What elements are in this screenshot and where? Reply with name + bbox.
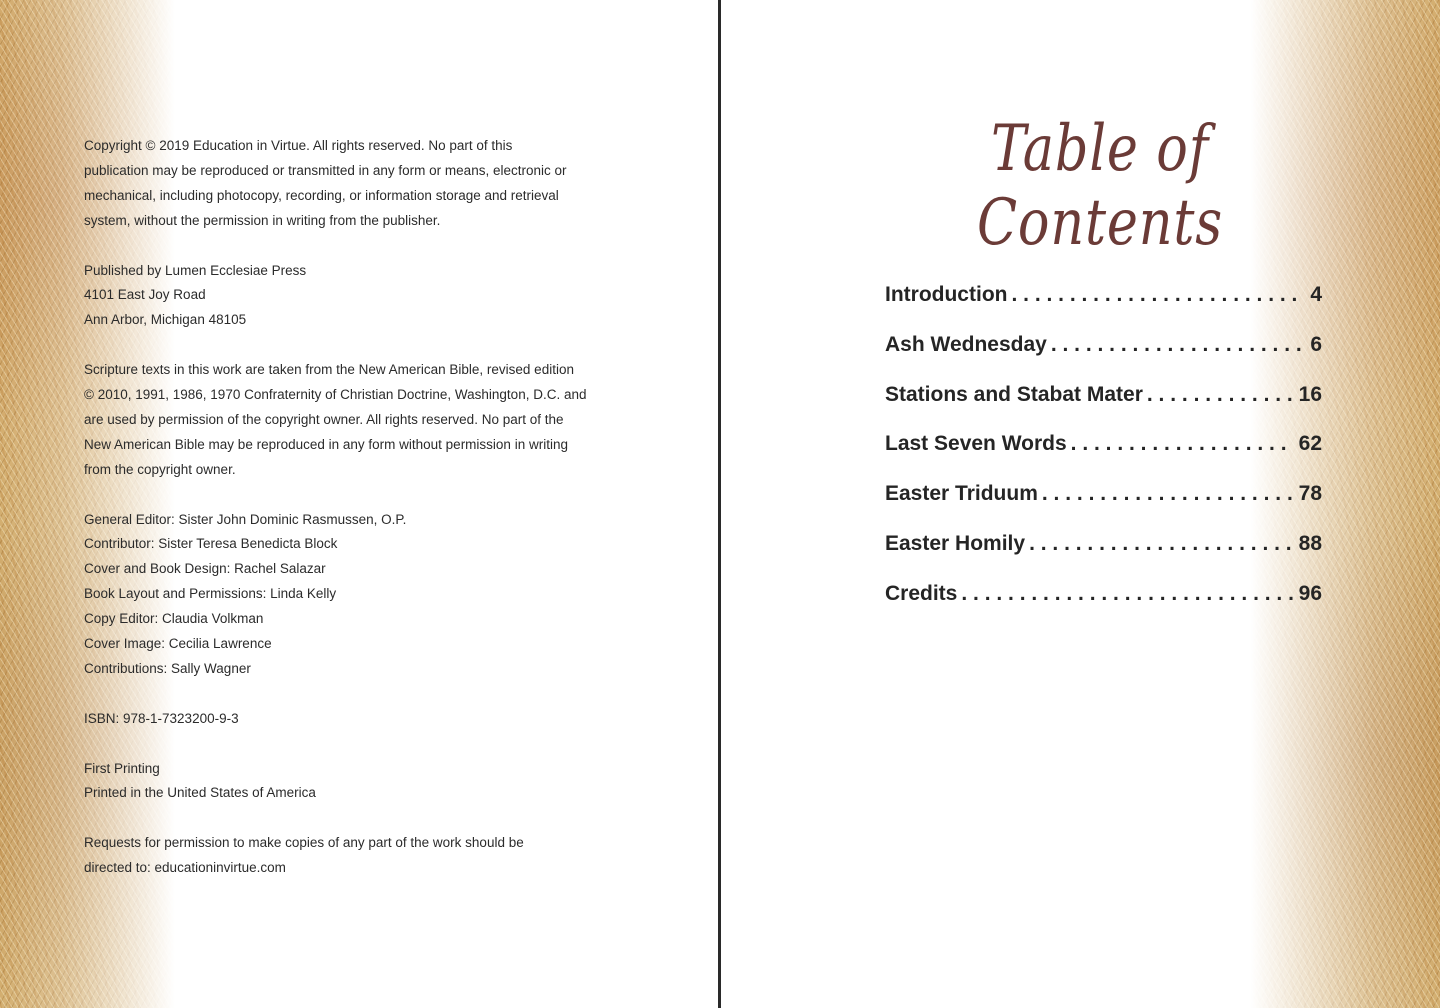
copyright-page xyxy=(0,0,719,1008)
copyright-line: mechanical, including photocopy, recording, or information storage and retrieval xyxy=(84,187,559,203)
toc-dot-leader xyxy=(1147,383,1293,407)
toc-entry-page: 62 xyxy=(1298,432,1322,456)
toc-entry-introduction[interactable] xyxy=(885,283,1322,333)
toc-dot-leader xyxy=(1011,283,1304,307)
credits-list xyxy=(84,508,604,682)
toc-dot-leader xyxy=(1051,333,1304,357)
toc-dot-leader xyxy=(1071,432,1293,456)
permission-line: Requests for permission to make copies of any part of the work should be xyxy=(84,835,524,851)
toc-entry-label: Ash Wednesday xyxy=(885,332,1047,356)
toc-entry-page: 96 xyxy=(1298,581,1322,605)
credit-line: Book Layout and Permissions: Linda Kelly xyxy=(84,586,337,602)
credit-line: Cover and Book Design: Rachel Salazar xyxy=(84,561,326,577)
toc-dot-leader xyxy=(961,582,1292,606)
printing-line: First Printing xyxy=(84,760,160,776)
toc-entry-label: Credits xyxy=(885,581,958,605)
toc-entry-label: Introduction xyxy=(885,283,1008,306)
toc-entry-credits[interactable] xyxy=(885,582,1322,632)
copyright-notice xyxy=(84,134,604,234)
toc-entry-easter-triduum[interactable] xyxy=(885,482,1322,532)
toc-dot-leader xyxy=(1042,482,1293,506)
copyright-line: publication may be reproduced or transmitted in any form or means, electronic or xyxy=(84,162,567,178)
toc-entry-ash-wednesday[interactable] xyxy=(885,333,1322,383)
permission-line: directed to: educationinvirtue.com xyxy=(84,860,286,876)
toc-entry-page: 16 xyxy=(1298,382,1322,406)
copyright-line: Copyright © 2019 Education in Virtue. All rights reserved. No part of this xyxy=(84,138,513,153)
scripture-line: Scripture texts in this work are taken from the New American Bible, revised edition xyxy=(84,362,574,378)
scripture-line: New American Bible may be reproduced in any form without permission in writing xyxy=(84,436,568,452)
publisher-address xyxy=(84,259,604,334)
toc-dot-leader xyxy=(1029,532,1293,556)
toc-list xyxy=(885,283,1322,632)
credit-line: Cover Image: Cecilia Lawrence xyxy=(84,636,272,652)
printing-line: Printed in the United States of America xyxy=(84,785,316,801)
toc-entry-stations-and-stabat-mater[interactable] xyxy=(885,383,1322,433)
scripture-line: © 2010, 1991, 1986, 1970 Confraternity of Christian Doctrine, Washington, D.C. and xyxy=(84,387,587,403)
publisher-line: 4101 East Joy Road xyxy=(84,287,206,303)
scripture-line: are used by permission of the copyright owner. All rights reserved. No part of the xyxy=(84,411,564,427)
isbn xyxy=(84,707,604,732)
publisher-line: Ann Arbor, Michigan 48105 xyxy=(84,312,247,328)
toc-entry-label: Stations and Stabat Mater xyxy=(885,382,1143,406)
copyright-block xyxy=(84,134,604,906)
scripture-notice xyxy=(84,358,604,483)
toc-entry-page: 6 xyxy=(1310,332,1322,356)
toc-entry-label: Last Seven Words xyxy=(885,432,1067,456)
scripture-line: from the copyright owner. xyxy=(84,461,236,477)
toc-entry-page: 4 xyxy=(1310,283,1322,306)
credit-line: Contributions: Sally Wagner xyxy=(84,660,251,676)
toc-entry-label: Easter Triduum xyxy=(885,482,1038,506)
credit-line: General Editor: Sister John Dominic Rasmussen, O.P. xyxy=(84,511,407,527)
toc-entry-label: Easter Homily xyxy=(885,531,1026,555)
credit-line: Copy Editor: Claudia Volkman xyxy=(84,611,264,627)
isbn-line: ISBN: 978-1-7323200-9-3 xyxy=(84,710,239,726)
credit-line: Contributor: Sister Teresa Benedicta Block xyxy=(84,536,338,552)
toc-title: Table of Contents xyxy=(976,112,1224,260)
publisher-line: Published by Lumen Ecclesiae Press xyxy=(84,262,307,278)
printing-info xyxy=(84,757,604,807)
copyright-line: system, without the permission in writing from the publisher. xyxy=(84,212,441,228)
toc-entry-last-seven-words[interactable] xyxy=(885,432,1322,482)
toc-entry-page: 88 xyxy=(1298,531,1322,555)
toc-entry-page: 78 xyxy=(1298,482,1322,506)
toc-entry-easter-homily[interactable] xyxy=(885,532,1322,582)
permission-requests xyxy=(84,831,604,881)
